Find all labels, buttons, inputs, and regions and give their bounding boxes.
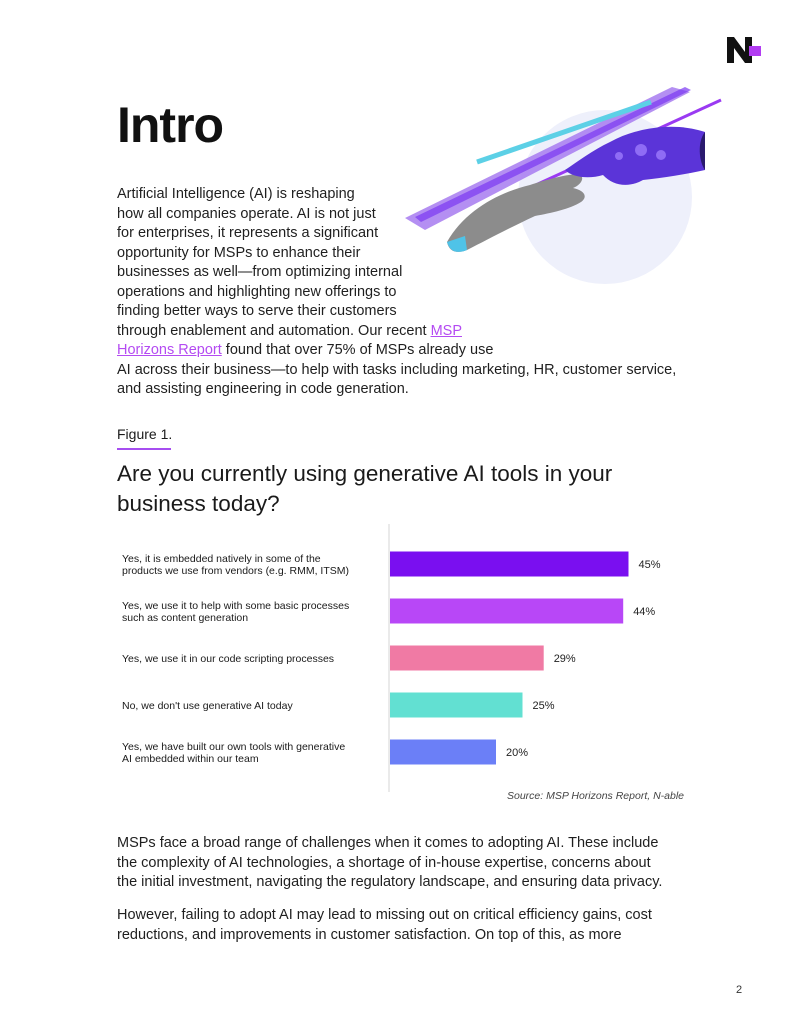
bar-chart — [0, 520, 800, 810]
chart-category-label: No, we don't use generative AI today — [122, 700, 293, 712]
msp-horizons-report-link[interactable]: MSP — [430, 322, 462, 339]
chart-bar — [390, 693, 523, 718]
intro-text: found that over 75% of MSPs already use — [221, 342, 494, 358]
chart-value-label: 25% — [532, 700, 555, 712]
intro-line-with-link — [117, 322, 687, 342]
intro-line: AI across their business—to help with tasks including marketing, HR, customer service, — [117, 361, 677, 378]
intro-line: Artificial Intelligence (AI) is reshaping — [117, 186, 355, 202]
chart-source: Source: MSP Horizons Report, N-able — [506, 790, 684, 802]
chart-value-label: 45% — [638, 559, 661, 571]
question-line: business today? — [117, 491, 280, 516]
intro-line: how all companies operate. AI is not just — [117, 205, 376, 222]
intro-line: finding better ways to serve their customers — [117, 303, 397, 319]
figure-label: Figure 1. — [117, 426, 173, 442]
risks-paragraph — [117, 906, 697, 945]
intro-line: businesses as well—from optimizing internal — [117, 264, 403, 280]
question-line: Are you currently using generative AI tools in your — [117, 461, 613, 486]
figure-label-underline — [117, 448, 171, 450]
chart-category-label: Yes, we use it to help with some basic processes — [122, 600, 350, 612]
msp-horizons-report-link-cont[interactable]: Horizons Report — [117, 342, 222, 358]
paragraph-line: the complexity of AI technologies, a shortage of in-house expertise, concerns about — [117, 854, 651, 871]
chart-value-label: 20% — [506, 747, 529, 759]
page-title: Intro — [117, 97, 224, 153]
challenges-paragraph — [117, 834, 697, 893]
chart-bar — [390, 646, 544, 671]
chart-bar — [390, 552, 629, 577]
intro-line: operations and highlighting new offerings to — [117, 283, 397, 300]
intro-line: opportunity for MSPs to enhance their — [117, 244, 361, 261]
chart-category-label: such as content generation — [122, 612, 249, 624]
paragraph-line: MSPs face a broad range of challenges when it comes to adopting AI. These include — [117, 835, 659, 851]
chart-category-label: Yes, it is embedded natively in some of the — [122, 553, 321, 565]
intro-line: for enterprises, it represents a significant — [117, 225, 379, 241]
intro-paragraph — [117, 185, 687, 400]
chart-category-label: products we use from vendors (e.g. RMM, ITSM) — [122, 565, 349, 577]
chart-question — [117, 459, 677, 519]
chart-category-label: Yes, we have built our own tools with generative — [122, 741, 346, 753]
chart-bar — [390, 599, 623, 624]
intro-line-with-link — [117, 341, 687, 361]
paragraph-line: the initial investment, navigating the regulatory landscape, and ensuring data privacy. — [117, 874, 663, 890]
chart-bar — [390, 740, 496, 765]
paragraph-line: reductions, and improvements in customer satisfaction. On top of this, as more — [117, 926, 622, 943]
chart-category-label: Yes, we use it in our code scripting processes — [122, 653, 335, 665]
intro-text: through enablement and automation. Our recent — [117, 322, 431, 339]
intro-line: and assisting engineering in code generation. — [117, 381, 409, 397]
chart-value-label: 44% — [633, 606, 656, 618]
page-number: 2 — [736, 984, 743, 996]
chart-value-label: 29% — [553, 653, 576, 665]
n-able-logo-icon — [727, 37, 761, 63]
chart-category-label: AI embedded within our team — [122, 753, 259, 765]
paragraph-line: However, failing to adopt AI may lead to missing out on critical efficiency gains, cost — [117, 907, 652, 923]
